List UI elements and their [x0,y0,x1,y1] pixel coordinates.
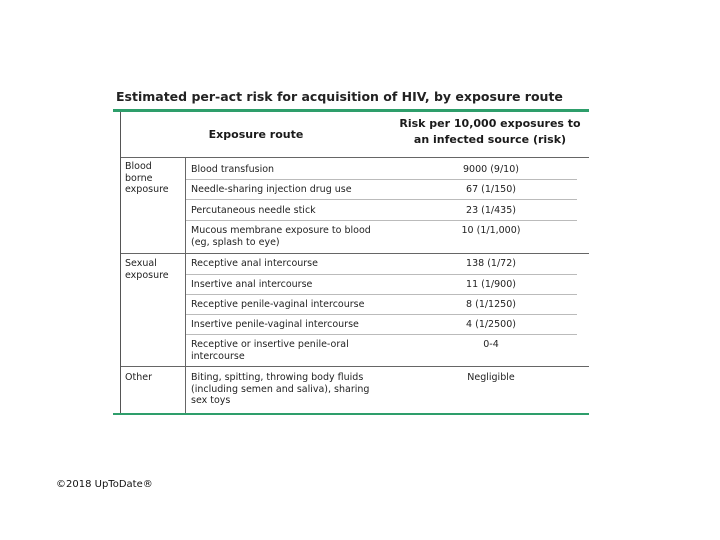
table-row-risk: 23 (1/435) [466,205,516,216]
table-title: Estimated per-act risk for acquisition of HIV, by exposure route [116,89,563,104]
table-header [121,112,589,158]
row-separator [186,179,577,180]
route-line: Receptive or insertive penile-oral [191,339,349,350]
table-row-route: Insertive penile-vaginal intercourse [191,319,359,330]
group-separator [121,253,589,254]
row-separator [186,199,577,200]
group-label-line: borne [125,172,153,184]
header-exposure-route: Exposure route [208,128,304,141]
table-row-risk: 11 (1/900) [466,279,516,290]
header-risk-line1: Risk per 10,000 exposures to [399,117,581,130]
table-row-route: Insertive anal intercourse [191,279,313,290]
route-line: Mucous membrane exposure to blood [191,225,371,236]
route-line: (eg, splash to eye) [191,236,280,248]
row-separator [186,334,577,335]
row-separator [186,314,577,315]
route-line: sex toys [191,395,231,406]
group-separator [121,366,589,367]
copyright-notice: ©2018 UpToDate® [56,479,153,490]
row-separator [186,294,577,295]
route-line: Biting, spitting, throwing body fluids [191,372,364,383]
table-row-risk: 67 (1/150) [466,184,516,195]
table-row-route: Percutaneous needle stick [191,205,316,216]
table-row-route [191,372,391,407]
group-label-line: Blood [125,161,152,172]
group-label-line: exposure [125,184,169,195]
table-row-route: Needle-sharing injection drug use [191,184,352,195]
header-risk-line2: an infected source (risk) [413,133,567,146]
table-row-route [191,339,391,362]
table-row-route [191,225,391,248]
group-label-line: Sexual [125,258,157,269]
table-row-risk: Negligible [467,372,515,383]
table-row-route: Receptive penile-vaginal intercourse [191,299,365,310]
risk-table [113,109,589,415]
table-row-risk: 0-4 [483,339,499,350]
column-divider [185,158,186,413]
table-row-risk: 10 (1/1,000) [461,225,521,236]
table-row-route: Receptive anal intercourse [191,258,318,269]
row-separator [186,274,577,275]
group-label-line: Other [125,372,152,383]
route-line: (including semen and saliva), sharing [191,383,370,395]
route-line: intercourse [191,350,245,362]
table-row-risk: 8 (1/1250) [466,299,516,310]
table-row-risk: 4 (1/2500) [466,319,516,330]
group-label-sexual [125,258,169,281]
table-row-risk: 9000 (9/10) [463,164,519,175]
group-label-other [125,372,152,384]
table-row-risk: 138 (1/72) [466,258,516,269]
row-separator [186,220,577,221]
group-label-blood-borne [125,161,169,196]
header-risk [391,116,589,148]
group-label-line: exposure [125,269,169,281]
table-row-route: Blood transfusion [191,164,275,175]
